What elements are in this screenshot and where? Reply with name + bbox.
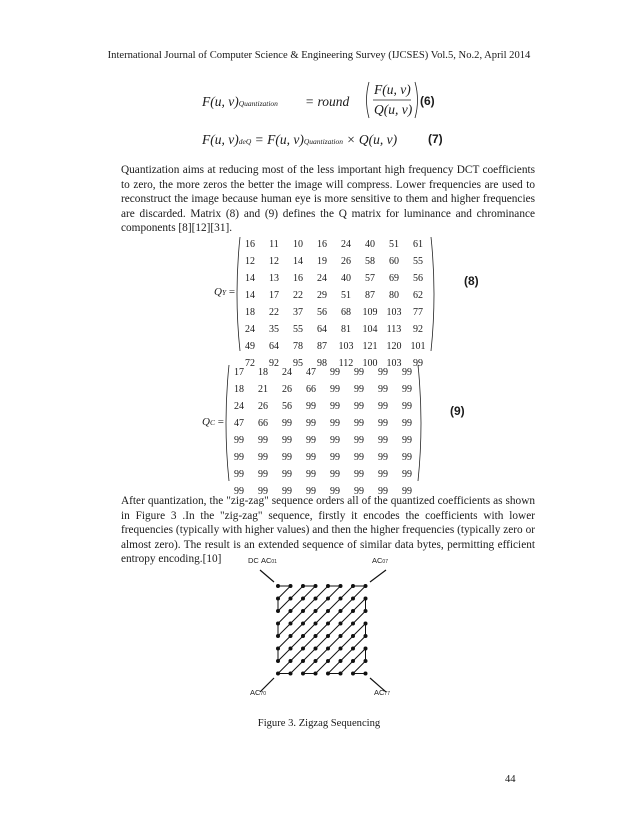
matrix-cell: 47 [234, 418, 244, 429]
matrix-cell: 99 [378, 384, 388, 395]
matrix-row [227, 432, 419, 449]
eq7-number: (7) [428, 132, 443, 146]
matrix-cell: 99 [330, 452, 340, 463]
matrix-cell: 66 [306, 384, 316, 395]
matrix-cell: 24 [245, 324, 255, 335]
matrix-cell: 61 [413, 239, 423, 250]
coefficient-dot [301, 672, 305, 676]
coefficient-dot [301, 647, 305, 651]
coefficient-dot [339, 609, 343, 613]
matrix-cell: 18 [245, 307, 255, 318]
coefficient-dot [276, 659, 280, 663]
matrix-cell: 103 [386, 358, 402, 369]
matrix-cell: 99 [402, 435, 412, 446]
matrix-cell: 35 [269, 324, 279, 335]
matrix-cell: 99 [354, 367, 364, 378]
matrix-cell: 99 [234, 469, 244, 480]
matrix-row [238, 270, 430, 287]
matrix9-label: QC = [202, 416, 224, 428]
corner-arrow [260, 570, 274, 582]
body-paragraph-1: Quantization aims at reducing most of the less important high frequency DCT coefficients to zero, the more zeros the better the image will compress. Lower frequencies are used to reconstruct the image because human eye is more sensitive to them and higher frequencies are discarded. Matrix (8) and (9) defines the Q matrix for luminance and chrominance components [8][12][31]. [121, 164, 535, 235]
matrix-cell: 99 [282, 435, 292, 446]
matrix-cell: 104 [362, 324, 378, 335]
matrix-cell: 99 [282, 486, 292, 497]
coefficient-dot [276, 634, 280, 638]
coefficient-dot [314, 584, 318, 588]
matrix-cell: 12 [269, 256, 279, 267]
eq6-denominator: Q(u, v) [374, 102, 413, 117]
matrix-cell: 80 [389, 290, 399, 301]
matrix8 [238, 236, 430, 372]
matrix-cell: 87 [317, 341, 327, 352]
coefficient-dot [301, 609, 305, 613]
matrix-cell: 99 [306, 486, 316, 497]
coefficient-dot [276, 647, 280, 651]
matrix-cell: 68 [341, 307, 351, 318]
coefficient-dot [326, 609, 330, 613]
matrix-cell: 47 [306, 367, 316, 378]
label-ac70: AC70 [250, 688, 266, 697]
matrix-cell: 55 [293, 324, 303, 335]
matrix-row [227, 398, 419, 415]
matrix-cell: 56 [317, 307, 327, 318]
matrix-cell: 99 [306, 452, 316, 463]
coefficient-dot [364, 597, 368, 601]
coefficient-dot [314, 597, 318, 601]
matrix-cell: 99 [354, 384, 364, 395]
matrix-cell: 64 [317, 324, 327, 335]
matrix-cell: 62 [413, 290, 423, 301]
coefficient-dot [276, 609, 280, 613]
matrix-cell: 92 [413, 324, 423, 335]
matrix-cell: 121 [362, 341, 378, 352]
coefficient-dot [351, 672, 355, 676]
coefficient-dot [326, 597, 330, 601]
coefficient-dot [339, 634, 343, 638]
matrix-cell: 55 [413, 256, 423, 267]
matrix-cell: 99 [258, 452, 268, 463]
matrix-cell: 99 [282, 418, 292, 429]
matrix-cell: 99 [330, 418, 340, 429]
matrix-cell: 99 [378, 401, 388, 412]
coefficient-dot [289, 659, 293, 663]
matrix-cell: 14 [293, 256, 303, 267]
matrix-cell: 66 [258, 418, 268, 429]
eq6-numerator: F(u, v) [374, 82, 411, 97]
matrix-cell: 99 [378, 486, 388, 497]
matrix-cell: 51 [341, 290, 351, 301]
matrix-cell: 58 [365, 256, 375, 267]
coefficient-dot [351, 584, 355, 588]
matrix-cell: 99 [378, 469, 388, 480]
matrix-cell: 99 [282, 469, 292, 480]
matrix-cell: 99 [306, 435, 316, 446]
matrix-cell: 13 [269, 273, 279, 284]
body-paragraph-2: After quantization, the "zig-zag" sequence orders all of the quantized coefficients as shown in Figure 3 .In the "zig-zag" sequence, firstly it encodes the coefficients with lower frequencies (typically with higher values) and then the higher frequencies (typically zero or almost zero). The result is an extended sequence of similar data bytes, permitting efficient entropy encoding.[10] [121, 495, 535, 566]
coefficient-dot [276, 672, 280, 676]
matrix-cell: 99 [306, 418, 316, 429]
coefficient-dot [326, 672, 330, 676]
coefficient-dot [364, 584, 368, 588]
matrix-cell: 99 [402, 486, 412, 497]
matrix-cell: 99 [258, 469, 268, 480]
matrix-cell: 98 [317, 358, 327, 369]
coefficient-dot [289, 609, 293, 613]
matrix-row [227, 449, 419, 466]
coefficient-dot [289, 672, 293, 676]
matrix-cell: 40 [365, 239, 375, 250]
matrix-cell: 11 [269, 239, 279, 250]
figure-caption: Figure 3. Zigzag Sequencing [257, 718, 381, 729]
matrix-cell: 99 [282, 452, 292, 463]
zigzag-diagram [248, 556, 398, 706]
matrix-cell: 77 [413, 307, 423, 318]
matrix-cell: 99 [378, 418, 388, 429]
matrix-cell: 16 [293, 273, 303, 284]
matrix8-number: (8) [464, 274, 479, 288]
matrix-cell: 99 [258, 486, 268, 497]
matrix-cell: 16 [317, 239, 327, 250]
matrix-cell: 26 [341, 256, 351, 267]
coefficient-dot [314, 609, 318, 613]
matrix-cell: 18 [258, 367, 268, 378]
matrix-cell: 99 [354, 401, 364, 412]
coefficient-dot [314, 647, 318, 651]
matrix-cell: 24 [234, 401, 244, 412]
matrix-cell: 57 [365, 273, 375, 284]
equation-7: F(u, v)deQ = F(u, v)Quantization × Q(u, v) [202, 132, 398, 147]
coefficient-dot [289, 597, 293, 601]
coefficient-dot [351, 647, 355, 651]
matrix-cell: 99 [330, 401, 340, 412]
matrix-cell: 99 [402, 418, 412, 429]
coefficient-dot [314, 622, 318, 626]
matrix-row [238, 321, 430, 338]
coefficient-dot [326, 622, 330, 626]
matrix-cell: 99 [413, 358, 423, 369]
matrix-row [227, 466, 419, 483]
matrix-row [238, 253, 430, 270]
coefficient-dot [301, 659, 305, 663]
coefficient-dot [339, 622, 343, 626]
coefficient-dot [289, 634, 293, 638]
coefficient-dot [339, 597, 343, 601]
matrix-cell: 99 [402, 452, 412, 463]
matrix9-number: (9) [450, 404, 465, 418]
matrix-cell: 99 [330, 486, 340, 497]
matrix8-label: QY = [214, 286, 236, 298]
coefficient-dot [351, 597, 355, 601]
matrix-cell: 101 [410, 341, 426, 352]
coefficient-dot [314, 634, 318, 638]
matrix-cell: 24 [341, 239, 351, 250]
matrix-cell: 99 [258, 435, 268, 446]
matrix-cell: 22 [293, 290, 303, 301]
matrix-cell: 21 [258, 384, 268, 395]
matrix-cell: 99 [402, 469, 412, 480]
matrix-cell: 120 [386, 341, 402, 352]
matrix-cell: 69 [389, 273, 399, 284]
matrix-cell: 99 [306, 469, 316, 480]
matrix-cell: 10 [293, 239, 303, 250]
label-ac77: AC77 [374, 688, 390, 697]
coefficient-dot [326, 584, 330, 588]
coefficient-dot [339, 584, 343, 588]
matrix-cell: 49 [245, 341, 255, 352]
matrix-cell: 99 [330, 384, 340, 395]
matrix-cell: 103 [338, 341, 354, 352]
matrix-row [227, 381, 419, 398]
coefficient-dot [364, 672, 368, 676]
coefficient-dot [326, 647, 330, 651]
matrix-cell: 14 [245, 290, 255, 301]
matrix-cell: 99 [378, 367, 388, 378]
eq6-number: (6) [420, 94, 435, 108]
matrix-cell: 56 [282, 401, 292, 412]
matrix-cell: 99 [234, 452, 244, 463]
matrix-cell: 92 [269, 358, 279, 369]
coefficient-dot [351, 609, 355, 613]
matrix-cell: 99 [306, 401, 316, 412]
matrix-cell: 87 [365, 290, 375, 301]
matrix-row [238, 236, 430, 253]
matrix-cell: 99 [354, 486, 364, 497]
matrix-cell: 17 [234, 367, 244, 378]
coefficient-dot [301, 634, 305, 638]
matrix-cell: 99 [330, 435, 340, 446]
zigzag-figure [248, 556, 398, 706]
matrix-cell: 112 [338, 358, 354, 369]
coefficient-dot [339, 672, 343, 676]
matrix8-right-paren [430, 236, 438, 352]
coefficient-dot [326, 634, 330, 638]
eq6-rel: = round [305, 94, 350, 109]
matrix9 [227, 364, 419, 500]
matrix-cell: 16 [245, 239, 255, 250]
coefficient-dot [301, 584, 305, 588]
matrix-cell: 99 [378, 435, 388, 446]
coefficient-dot [289, 647, 293, 651]
matrix-row [227, 364, 419, 381]
matrix-row [238, 304, 430, 321]
matrix-cell: 99 [378, 452, 388, 463]
matrix-cell: 99 [330, 367, 340, 378]
matrix-cell: 99 [234, 435, 244, 446]
matrix-cell: 26 [258, 401, 268, 412]
coefficient-dot [364, 622, 368, 626]
corner-arrow [370, 570, 386, 582]
matrix-cell: 24 [282, 367, 292, 378]
coefficient-dot [364, 659, 368, 663]
matrix-cell: 99 [402, 384, 412, 395]
matrix-row [238, 287, 430, 304]
matrix-cell: 12 [245, 256, 255, 267]
matrix-cell: 14 [245, 273, 255, 284]
matrix-cell: 109 [362, 307, 378, 318]
matrix-cell: 24 [317, 273, 327, 284]
matrix-cell: 17 [269, 290, 279, 301]
matrix-cell: 99 [402, 367, 412, 378]
matrix-cell: 29 [317, 290, 327, 301]
matrix-cell: 81 [341, 324, 351, 335]
coefficient-dot [289, 622, 293, 626]
coefficient-dot [314, 672, 318, 676]
matrix-cell: 60 [389, 256, 399, 267]
matrix-cell: 18 [234, 384, 244, 395]
matrix9-right-paren [417, 364, 425, 482]
matrix-cell: 99 [234, 486, 244, 497]
coefficient-dot [276, 584, 280, 588]
matrix-cell: 72 [245, 358, 255, 369]
label-ac07: AC07 [372, 556, 388, 565]
matrix-cell: 99 [354, 469, 364, 480]
label-dc-ac01: DC AC01 [248, 556, 277, 565]
journal-header: International Journal of Computer Science & Engineering Survey (IJCSES) Vol.5, No.2, April 2014 [107, 50, 531, 61]
coefficient-dot [301, 622, 305, 626]
matrix-cell: 99 [402, 401, 412, 412]
matrix-cell: 37 [293, 307, 303, 318]
matrix-row [238, 338, 430, 355]
matrix-cell: 103 [386, 307, 402, 318]
coefficient-dot [301, 597, 305, 601]
coefficient-dot [339, 647, 343, 651]
coefficient-dot [289, 584, 293, 588]
matrix-cell: 19 [317, 256, 327, 267]
matrix-cell: 100 [362, 358, 378, 369]
coefficient-dot [351, 659, 355, 663]
matrix-cell: 26 [282, 384, 292, 395]
matrix-cell: 56 [413, 273, 423, 284]
coefficient-dot [314, 659, 318, 663]
matrix-cell: 78 [293, 341, 303, 352]
matrix-cell: 40 [341, 273, 351, 284]
coefficient-dot [276, 597, 280, 601]
matrix-cell: 99 [354, 452, 364, 463]
coefficient-dot [351, 622, 355, 626]
eq6-lhs-sub: Quantization [238, 99, 278, 108]
matrix-cell: 99 [354, 435, 364, 446]
eq6-lhs: F(u, v) [202, 94, 239, 109]
coefficient-dot [364, 609, 368, 613]
coefficient-dot [276, 622, 280, 626]
coefficient-dot [351, 634, 355, 638]
coefficient-dot [339, 659, 343, 663]
matrix-cell: 51 [389, 239, 399, 250]
page-number: 44 [505, 774, 516, 785]
matrix-cell: 22 [269, 307, 279, 318]
coefficient-dot [364, 634, 368, 638]
matrix-cell: 113 [386, 324, 402, 335]
matrix-cell: 95 [293, 358, 303, 369]
coefficient-dot [326, 659, 330, 663]
matrix-cell: 99 [330, 469, 340, 480]
matrix-cell: 64 [269, 341, 279, 352]
coefficient-dot [364, 647, 368, 651]
matrix-row [227, 415, 419, 432]
matrix-cell: 99 [354, 418, 364, 429]
